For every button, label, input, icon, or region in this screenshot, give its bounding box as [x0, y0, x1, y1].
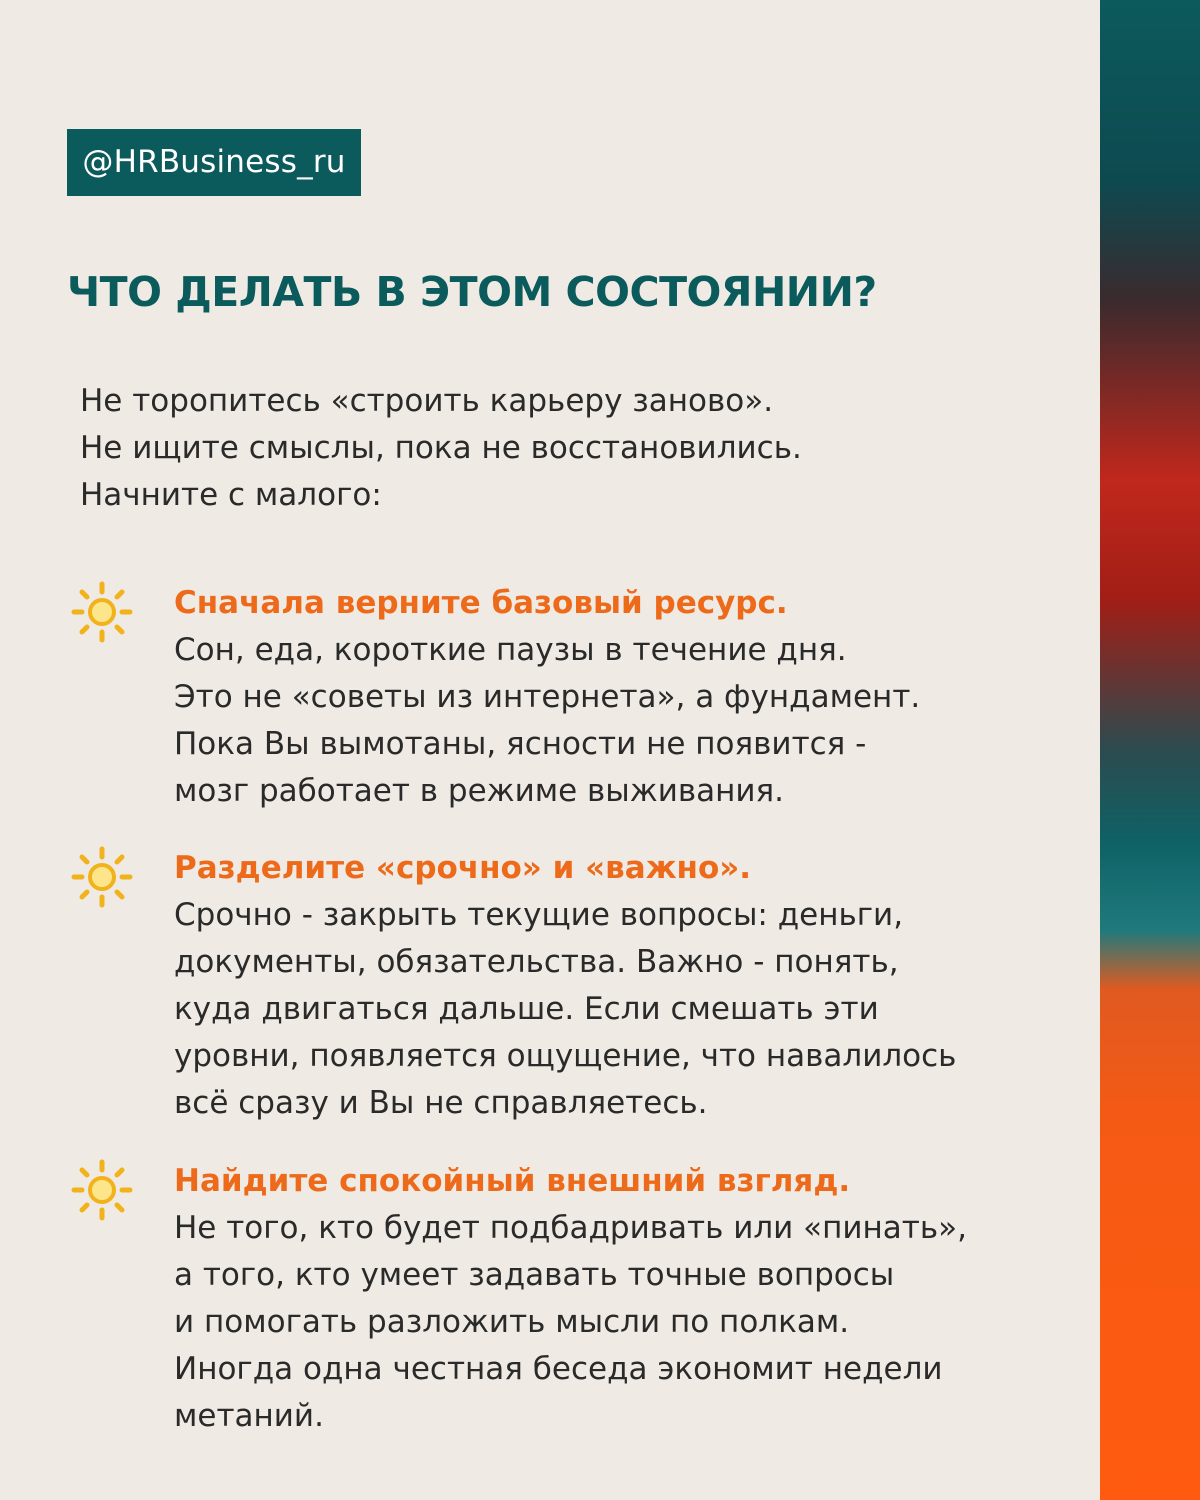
tip-line: Иногда одна честная беседа экономит недели — [174, 1351, 943, 1387]
tip-line: а того, кто умеет задавать точные вопросы — [174, 1257, 895, 1293]
tip-title: Сначала верните базовый ресурс. — [174, 585, 788, 621]
page-title: ЧТО ДЕЛАТЬ В ЭТОМ СОСТОЯНИИ? — [67, 268, 877, 316]
tip-body — [174, 1158, 967, 1440]
tip-line: Это не «советы из интернета», а фундамент. — [174, 679, 921, 715]
tip-line: куда двигаться дальше. Если смешать эти — [174, 991, 879, 1027]
tip-line: и помогать разложить мысли по полкам. — [174, 1304, 850, 1340]
intro-line: Не торопитесь «строить карьеру заново». — [80, 383, 774, 419]
tip-line: Не того, кто будет подбадривать или «пинать», — [174, 1210, 967, 1246]
tip-body — [174, 580, 920, 815]
tip-line: уровни, появляется ощущение, что навалилось — [174, 1038, 957, 1074]
tip-line: Пока Вы вымотаны, ясности не появится - — [174, 726, 867, 762]
tip-line: всё сразу и Вы не справляетесь. — [174, 1085, 708, 1121]
tip-line: метаний. — [174, 1398, 324, 1434]
tip-line: Срочно - закрыть текущие вопросы: деньги, — [174, 897, 904, 933]
tip-line: документы, обязательства. Важно - понять, — [174, 944, 899, 980]
intro-paragraph — [80, 378, 802, 519]
intro-line: Начните с малого: — [80, 477, 382, 513]
tip-line: Сон, еда, короткие паузы в течение дня. — [174, 632, 847, 668]
tip-title: Найдите спокойный внешний взгляд. — [174, 1163, 851, 1199]
sun-icon — [70, 1158, 134, 1222]
account-handle-badge: @HRBusiness_ru — [67, 129, 361, 196]
gradient-side-strip — [1100, 0, 1200, 1500]
tip-body — [174, 845, 956, 1127]
intro-line: Не ищите смыслы, пока не восстановились. — [80, 430, 802, 466]
sun-icon — [70, 580, 134, 644]
tip-title: Разделите «срочно» и «важно». — [174, 850, 752, 886]
tip-line: мозг работает в режиме выживания. — [174, 773, 785, 809]
sun-icon — [70, 845, 134, 909]
